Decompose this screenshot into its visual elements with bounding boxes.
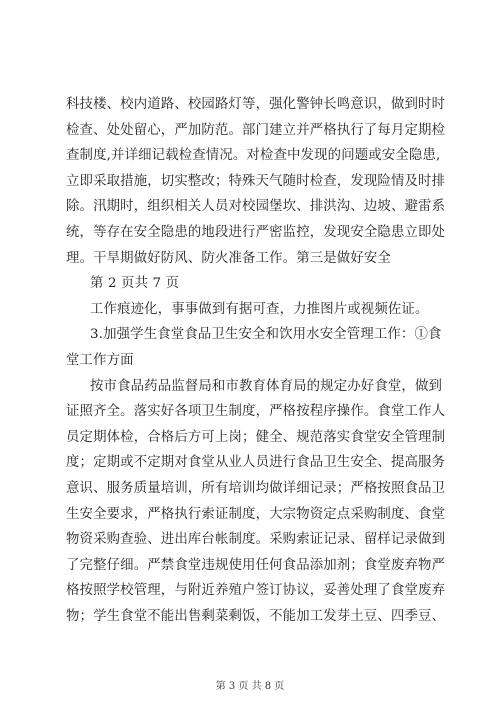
text-line: 除。汛期时，组织相关人员对校园堡坎、排洪沟、边坡、避雷系 (66, 199, 446, 215)
text-line: 立即采取措施，切实整改；特殊天气随时检查，发现险情及时排 (66, 173, 446, 189)
text-line: 检查、处处留心，严加防范。部门建立并严格执行了每月定期检 (66, 122, 446, 138)
text-line: 意识、服务质量培训，所有培训均做详细记录；严格按照食品卫 (66, 480, 446, 496)
inline-page-marker: 第 2 页共 7 页 (90, 276, 180, 292)
text-line: 工作痕迹化，事事做到有据可查，力推图片或视频佐证。 (90, 301, 429, 317)
section-heading-line: 3.加强学生食堂食品卫生安全和饮用水安全管理工作：①食 (90, 327, 442, 343)
text-line: 格按照学校管理，与附近养殖户签订协议，妥善处理了食堂废弃 (66, 583, 446, 599)
text-line: 物；学生食堂不能出售剩菜剩饭，不能加工发芽土豆、四季豆、 (66, 608, 446, 624)
text-line: 查制度,并详细记载检查情况。对检查中发现的问题或安全隐患, (66, 148, 441, 164)
text-line: 员定期体检，合格后方可上岗；健全、规范落实食堂安全管理制 (66, 429, 446, 445)
text-line: 证照齐全。落实好各项卫生制度，严格按程序操作。食堂工作人 (66, 404, 446, 420)
text-line: 科技楼、校内道路、校园路灯等，强化警钟长鸣意识，做到时时 (66, 97, 446, 112)
text-line: 了完整仔细。严禁食堂违规使用任何食品添加剂；食堂废弃物严 (66, 557, 446, 573)
body-text (66, 92, 446, 629)
text-line: 理。干旱期做好防风、防火准备工作。第三是做好安全 (66, 250, 391, 266)
text-line: 物资采购查验、进出库台帐制度。采购索证记录、留样记录做到 (66, 532, 446, 548)
text-line: 统，等存在安全隐患的地段进行严密监控，发现安全隐患立即处 (66, 224, 446, 240)
text-line: 度；定期或不定期对食堂从业人员进行食品卫生安全、提高服务 (66, 455, 446, 471)
text-line: 堂工作方面 (66, 352, 134, 368)
text-line: 按市食品药品监督局和市教育体育局的规定办好食堂，做到 (90, 378, 443, 394)
page-footer: 第 3 页 共 8 页 (215, 681, 285, 692)
text-line: 生安全要求，严格执行索证制度，大宗物资定点采购制度、食堂 (66, 506, 446, 522)
